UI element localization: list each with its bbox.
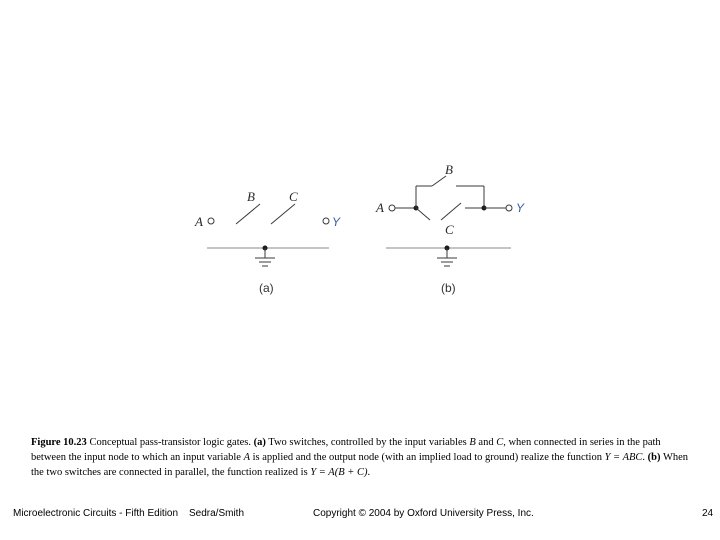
caption-text: and: [478, 437, 494, 448]
caption-text: is applied and the output node (with an implied load to ground) realize the function: [252, 452, 602, 463]
circuit-a: [194, 189, 341, 295]
switch-c-b: [441, 203, 461, 220]
figure-caption: [31, 435, 697, 480]
caption-variable: C: [496, 437, 504, 448]
input-label-a: A: [195, 214, 203, 229]
footer-copyright: Copyright © 2004 by Oxford University Press, Inc.: [313, 508, 534, 519]
switch-c-lower-b: [416, 208, 430, 220]
caption-text: Two switches, controlled by the input variables: [268, 437, 467, 448]
sublabel-b: (b): [441, 281, 456, 295]
caption-text: Conceptual pass-transistor logic gates.: [89, 437, 251, 448]
caption-function-series: Y = ABC: [604, 452, 643, 463]
input-terminal-b: [389, 205, 395, 211]
page-number: 24: [702, 508, 714, 519]
caption-variable: B: [469, 437, 476, 448]
switch-c-label-b: C: [445, 222, 454, 237]
ground-symbol-a: [255, 258, 275, 266]
switch-c-a: [271, 204, 295, 224]
circuit-b: [375, 162, 525, 295]
caption-part-b: (b): [647, 452, 661, 463]
input-terminal-a: [208, 218, 214, 224]
footer-book-title: Microelectronic Circuits - Fifth Edition: [13, 508, 179, 519]
switch-b-b: [432, 176, 446, 186]
output-terminal-a: [323, 218, 329, 224]
sublabel-a: (a): [259, 281, 274, 295]
ground-symbol-b: [437, 258, 457, 266]
caption-text: .: [367, 467, 371, 478]
caption-part-a: (a): [253, 437, 266, 448]
switch-b-label-a: B: [247, 189, 255, 204]
output-label-b: Y: [516, 201, 525, 215]
figure-number: Figure 10.23: [31, 437, 87, 448]
caption-text: , when connected in series in the path between the input node to which an input variable: [31, 437, 661, 463]
input-label-b: A: [376, 200, 384, 215]
caption-text: .: [642, 452, 646, 463]
caption-variable: A: [243, 452, 250, 463]
output-terminal-b: [506, 205, 512, 211]
output-label-a: Y: [332, 215, 341, 229]
footer-authors: Sedra/Smith: [189, 508, 245, 519]
caption-text: When the two switches are connected in parallel, the function realized is: [31, 452, 689, 478]
switch-b-label-b: B: [445, 162, 453, 177]
switch-b-a: [236, 204, 260, 224]
caption-function-parallel: Y = A(B + C): [310, 467, 368, 478]
switch-c-label-a: C: [289, 189, 298, 204]
